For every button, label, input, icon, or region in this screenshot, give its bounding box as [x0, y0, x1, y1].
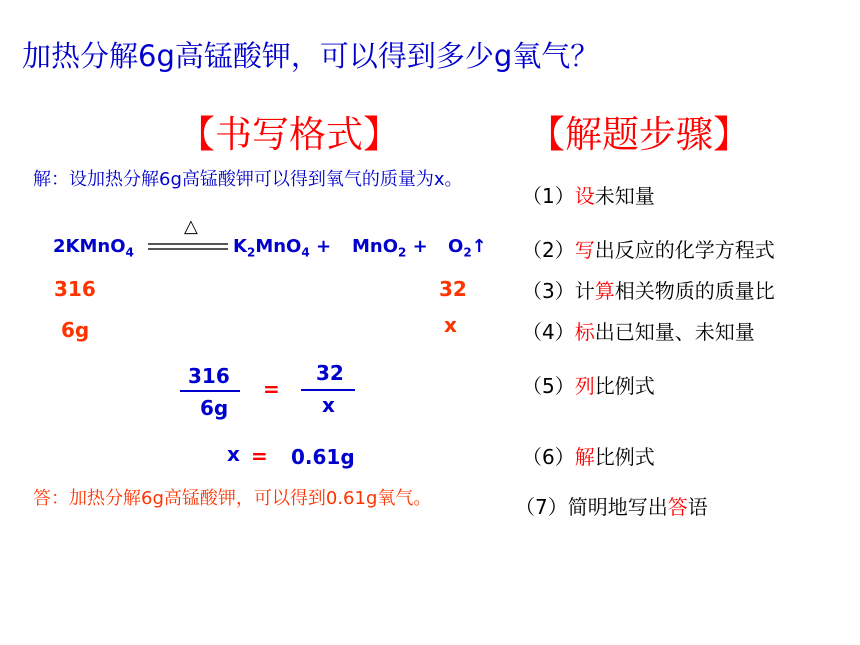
equation-product-mno2: MnO$_2$ + [352, 236, 428, 260]
relative-mass-kmno4: 316 [54, 277, 96, 301]
step-1: （1）设未知量 [522, 184, 655, 208]
step-6: （6）解比例式 [522, 445, 655, 469]
proportion-equals: = [263, 377, 280, 401]
step-7: （7）简明地写出答语 [515, 495, 708, 519]
step-3: （3）计算相关物质的质量比 [522, 279, 775, 303]
known-mass: 6g [61, 318, 90, 342]
equation-reactant: 2KMnO$_4$ [53, 236, 134, 260]
solution-answer: 答：加热分解6g高锰酸钾，可以得到0.61g氧气。 [33, 488, 432, 509]
proportion-right-numerator: 32 [316, 361, 344, 385]
result-value: 0.61g [291, 445, 355, 469]
result-variable: x [227, 442, 240, 466]
proportion-right-denominator: x [322, 393, 335, 417]
step-5: （5）列比例式 [522, 374, 655, 398]
equation-product-o2: $O_2↑$ [448, 236, 487, 260]
step-4: （4）标出已知量、未知量 [522, 320, 755, 344]
solution-setup: 解：设加热分解6g高锰酸钾可以得到氧气的质量为x。 [33, 169, 463, 190]
proportion-left-denominator: 6g [200, 396, 229, 420]
proportion-right-fraction-line [301, 389, 355, 391]
proportion-left-numerator: 316 [188, 364, 230, 388]
step-2: （2）写出反应的化学方程式 [522, 238, 775, 262]
result-equals: = [251, 444, 268, 468]
equation-line-bottom [148, 248, 228, 250]
question-title: 加热分解6g高锰酸钾，可以得到多少g氧气？ [22, 39, 600, 73]
format-header: 【书写格式】 [178, 113, 400, 156]
equation-line-top [148, 243, 228, 245]
relative-mass-o2: 32 [439, 277, 467, 301]
proportion-left-fraction-line [180, 390, 240, 392]
steps-header: 【解题步骤】 [528, 113, 750, 156]
heat-symbol: △ [184, 216, 198, 237]
unknown-variable: x [444, 313, 457, 337]
equation-product-k2mno4: $K_2MnO_4$ + [233, 236, 332, 260]
